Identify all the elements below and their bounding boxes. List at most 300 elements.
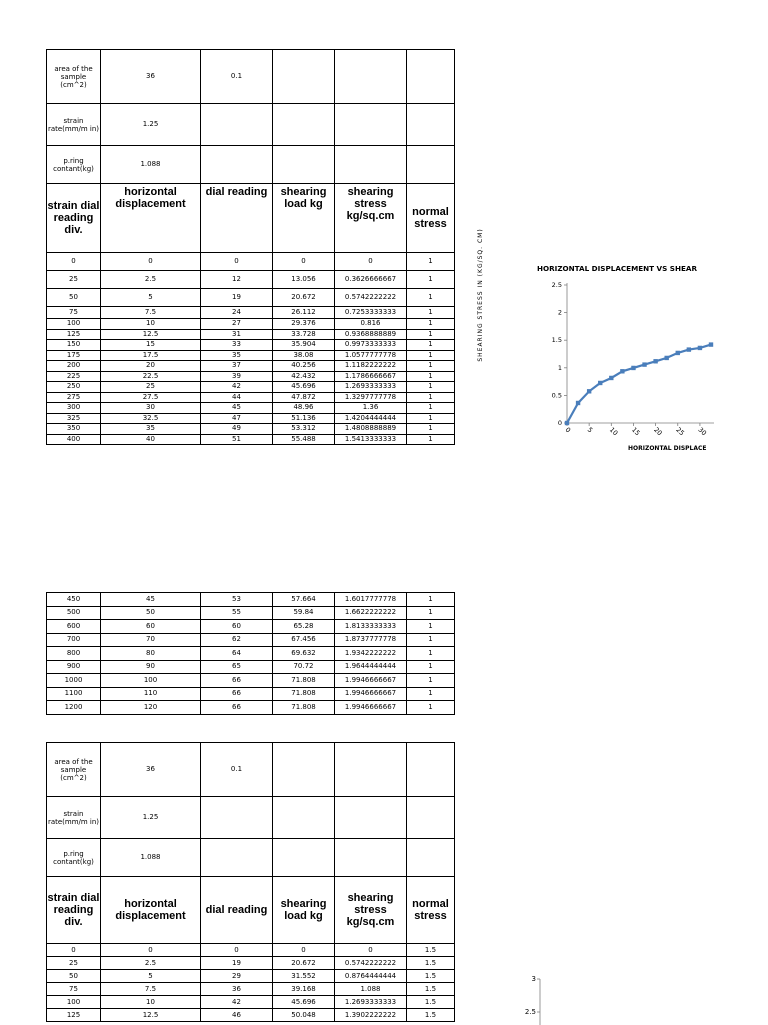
cell-shearing-stress: 0.816 (335, 319, 407, 330)
cell-strain-dial-reading: 700 (47, 633, 101, 647)
cell-dial-reading: 42 (201, 996, 273, 1009)
table-row (47, 970, 455, 983)
data-point (653, 359, 657, 363)
cell-horizontal-displacement: 0 (101, 253, 201, 271)
table-row (47, 647, 455, 661)
cell-horizontal-displacement: 90 (101, 660, 201, 674)
cell-dial-reading: 47 (201, 413, 273, 424)
parameter-label: p.ring contant(kg) (47, 839, 101, 877)
cell-normal-stress: 1 (407, 647, 455, 661)
table-row (47, 674, 455, 688)
table-row (47, 403, 455, 414)
data-point (598, 381, 602, 385)
table-row (47, 996, 455, 1009)
column-header-shearing-stress: shearing stress kg/sq.cm (335, 877, 407, 944)
column-header-normal-stress: normal stress (407, 877, 455, 944)
table-row (47, 701, 455, 715)
table-row (47, 660, 455, 674)
cell-horizontal-displacement: 25 (101, 382, 201, 393)
cell-strain-dial-reading: 100 (47, 996, 101, 1009)
cell-horizontal-displacement: 10 (101, 996, 201, 1009)
x-tick-label: 20 (652, 425, 664, 438)
cell-strain-dial-reading: 800 (47, 647, 101, 661)
parameter-extra (201, 839, 273, 877)
cell-normal-stress: 1 (407, 253, 455, 271)
cell-horizontal-displacement: 2.5 (101, 271, 201, 289)
table-row (47, 329, 455, 340)
cell-dial-reading: 29 (201, 970, 273, 983)
data-point (709, 342, 713, 346)
empty-cell (273, 104, 335, 146)
data-point (631, 366, 635, 370)
displacement-vs-shear-chart (470, 140, 725, 460)
cell-strain-dial-reading: 125 (47, 1009, 101, 1022)
table-row (47, 392, 455, 403)
parameter-label: area of the sample (cm^2) (47, 743, 101, 797)
cell-shearing-stress: 1.1786666667 (335, 371, 407, 382)
cell-dial-reading: 45 (201, 403, 273, 414)
empty-cell (407, 50, 455, 104)
cell-shearing-load: 45.696 (273, 382, 335, 393)
parameter-value: 36 (101, 743, 201, 797)
column-header-shearing-load: shearing load kg (273, 184, 335, 253)
cell-strain-dial-reading: 225 (47, 371, 101, 382)
cell-shearing-load: 71.808 (273, 701, 335, 715)
table-row (47, 434, 455, 445)
cell-horizontal-displacement: 60 (101, 620, 201, 634)
cell-normal-stress: 1.5 (407, 970, 455, 983)
cell-strain-dial-reading: 400 (47, 434, 101, 445)
parameter-row (47, 743, 455, 797)
cell-normal-stress: 1 (407, 361, 455, 372)
cell-horizontal-displacement: 5 (101, 970, 201, 983)
cell-horizontal-displacement: 20 (101, 361, 201, 372)
cell-shearing-load: 26.112 (273, 307, 335, 319)
shear-test-table-normal-stress-1-5 (46, 742, 455, 1022)
column-header-shearing-load: shearing load kg (273, 877, 335, 944)
cell-strain-dial-reading: 1000 (47, 674, 101, 688)
x-tick-label: 0 (563, 425, 573, 435)
cell-shearing-stress: 1.8737777778 (335, 633, 407, 647)
cell-shearing-load: 59.84 (273, 606, 335, 620)
cell-shearing-stress: 1.3297777778 (335, 392, 407, 403)
cell-shearing-load: 57.664 (273, 593, 335, 607)
cell-shearing-load: 0 (273, 253, 335, 271)
column-header-dial-reading: dial reading (201, 184, 273, 253)
x-tick-label: 15 (630, 425, 642, 438)
cell-strain-dial-reading: 0 (47, 944, 101, 957)
cell-strain-dial-reading: 250 (47, 382, 101, 393)
cell-strain-dial-reading: 1100 (47, 687, 101, 701)
empty-cell (335, 146, 407, 184)
cell-shearing-stress: 1.8133333333 (335, 620, 407, 634)
cell-normal-stress: 1 (407, 382, 455, 393)
table-row (47, 620, 455, 634)
cell-horizontal-displacement: 22.5 (101, 371, 201, 382)
empty-cell (335, 839, 407, 877)
column-header-dial-reading: dial reading (201, 877, 273, 944)
empty-cell (335, 797, 407, 839)
parameter-extra (201, 797, 273, 839)
table-row (47, 957, 455, 970)
chart-axes (525, 975, 540, 1025)
cell-dial-reading: 31 (201, 329, 273, 340)
cell-shearing-stress: 0.5742222222 (335, 957, 407, 970)
x-tick-label: 5 (585, 425, 595, 435)
cell-shearing-stress: 0.7253333333 (335, 307, 407, 319)
cell-strain-dial-reading: 150 (47, 340, 101, 351)
cell-shearing-stress: 0 (335, 944, 407, 957)
cell-shearing-load: 38.08 (273, 350, 335, 361)
table-row (47, 350, 455, 361)
cell-shearing-stress: 0 (335, 253, 407, 271)
cell-shearing-load: 67.456 (273, 633, 335, 647)
cell-normal-stress: 1 (407, 371, 455, 382)
cell-shearing-stress: 1.4808888889 (335, 424, 407, 435)
cell-normal-stress: 1 (407, 319, 455, 330)
cell-shearing-load: 13.056 (273, 271, 335, 289)
cell-shearing-stress: 0.9368888889 (335, 329, 407, 340)
column-header-horizontal-displacement: horizontal displacement (101, 877, 201, 944)
chart-axes (552, 281, 714, 437)
cell-dial-reading: 24 (201, 307, 273, 319)
cell-horizontal-displacement: 27.5 (101, 392, 201, 403)
cell-shearing-stress: 1.088 (335, 983, 407, 996)
cell-shearing-load: 35.904 (273, 340, 335, 351)
cell-normal-stress: 1.5 (407, 944, 455, 957)
cell-dial-reading: 39 (201, 371, 273, 382)
chart-title: HORIZONTAL DISPLACEMENT VS SHEAR (537, 264, 697, 273)
cell-strain-dial-reading: 450 (47, 593, 101, 607)
table-row (47, 1009, 455, 1022)
cell-dial-reading: 49 (201, 424, 273, 435)
cell-horizontal-displacement: 120 (101, 701, 201, 715)
parameter-value: 1.088 (101, 839, 201, 877)
x-tick-label: 10 (607, 425, 620, 438)
table-row (47, 944, 455, 957)
cell-shearing-stress: 1.6622222222 (335, 606, 407, 620)
cell-horizontal-displacement: 12.5 (101, 329, 201, 340)
second-chart-partial (515, 965, 595, 1025)
table-row (47, 319, 455, 330)
table-row (47, 253, 455, 271)
cell-shearing-stress: 1.9946666667 (335, 687, 407, 701)
cell-shearing-load: 42.432 (273, 371, 335, 382)
cell-horizontal-displacement: 32.5 (101, 413, 201, 424)
cell-horizontal-displacement: 40 (101, 434, 201, 445)
column-header-normal-stress: normal stress (407, 184, 455, 253)
cell-horizontal-displacement: 5 (101, 289, 201, 307)
y-tick-label: 0 (557, 419, 562, 427)
cell-horizontal-displacement: 12.5 (101, 1009, 201, 1022)
cell-normal-stress: 1 (407, 620, 455, 634)
cell-strain-dial-reading: 900 (47, 660, 101, 674)
parameter-label: strain rate(mm/m in) (47, 797, 101, 839)
cell-dial-reading: 65 (201, 660, 273, 674)
cell-shearing-load: 50.048 (273, 1009, 335, 1022)
table-row (47, 271, 455, 289)
cell-horizontal-displacement: 17.5 (101, 350, 201, 361)
cell-normal-stress: 1 (407, 424, 455, 435)
y-tick-label: 1.5 (551, 336, 562, 345)
cell-shearing-stress: 0.3626666667 (335, 271, 407, 289)
cell-normal-stress: 1 (407, 271, 455, 289)
table-row (47, 361, 455, 372)
cell-dial-reading: 66 (201, 687, 273, 701)
cell-horizontal-displacement: 50 (101, 606, 201, 620)
cell-shearing-stress: 1.9946666667 (335, 701, 407, 715)
y-axis-title: SHEARING STRESS IN (KG/SQ. CM) (477, 228, 484, 362)
cell-normal-stress: 1 (407, 350, 455, 361)
cell-dial-reading: 19 (201, 289, 273, 307)
empty-cell (407, 104, 455, 146)
cell-dial-reading: 66 (201, 674, 273, 688)
parameter-extra: 0.1 (201, 50, 273, 104)
parameter-row (47, 797, 455, 839)
cell-shearing-stress: 0.5742222222 (335, 289, 407, 307)
x-axis-title: HORIZONTAL DISPLACE (628, 445, 707, 452)
parameter-label: area of the sample (cm^2) (47, 50, 101, 104)
cell-shearing-load: 20.672 (273, 289, 335, 307)
shear-test-table-continuation (46, 592, 455, 715)
cell-shearing-load: 70.72 (273, 660, 335, 674)
cell-normal-stress: 1 (407, 593, 455, 607)
cell-strain-dial-reading: 275 (47, 392, 101, 403)
cell-normal-stress: 1 (407, 701, 455, 715)
cell-normal-stress: 1.5 (407, 1009, 455, 1022)
cell-strain-dial-reading: 100 (47, 319, 101, 330)
table-row (47, 687, 455, 701)
cell-horizontal-displacement: 110 (101, 687, 201, 701)
data-point (576, 401, 580, 405)
cell-shearing-load: 40.256 (273, 361, 335, 372)
cell-normal-stress: 1 (407, 606, 455, 620)
cell-dial-reading: 51 (201, 434, 273, 445)
table-row (47, 289, 455, 307)
cell-strain-dial-reading: 175 (47, 350, 101, 361)
cell-strain-dial-reading: 1200 (47, 701, 101, 715)
data-point (664, 356, 668, 360)
parameter-value: 1.088 (101, 146, 201, 184)
cell-shearing-load: 55.488 (273, 434, 335, 445)
cell-dial-reading: 44 (201, 392, 273, 403)
x-tick-label: 30 (696, 425, 709, 438)
cell-normal-stress: 1.5 (407, 983, 455, 996)
cell-shearing-load: 31.552 (273, 970, 335, 983)
cell-dial-reading: 62 (201, 633, 273, 647)
empty-cell (407, 146, 455, 184)
cell-shearing-stress: 1.9946666667 (335, 674, 407, 688)
table-row (47, 382, 455, 393)
empty-cell (335, 104, 407, 146)
cell-strain-dial-reading: 350 (47, 424, 101, 435)
cell-shearing-load: 48.96 (273, 403, 335, 414)
cell-horizontal-displacement: 15 (101, 340, 201, 351)
data-point (620, 369, 624, 373)
cell-normal-stress: 1.5 (407, 957, 455, 970)
y-tick-label: 2.5 (551, 281, 562, 289)
data-point (609, 376, 613, 380)
cell-shearing-load: 39.168 (273, 983, 335, 996)
cell-dial-reading: 35 (201, 350, 273, 361)
y-tick-label: 0.5 (551, 391, 562, 400)
cell-dial-reading: 46 (201, 1009, 273, 1022)
cell-horizontal-displacement: 7.5 (101, 983, 201, 996)
column-header-strain-dial-reading: strain dial reading div. (47, 184, 101, 253)
data-point (698, 346, 702, 350)
cell-shearing-load: 53.312 (273, 424, 335, 435)
table-row (47, 633, 455, 647)
table-row (47, 307, 455, 319)
parameter-value: 1.25 (101, 797, 201, 839)
cell-strain-dial-reading: 325 (47, 413, 101, 424)
table-row (47, 983, 455, 996)
parameter-label: strain rate(mm/m in) (47, 104, 101, 146)
cell-horizontal-displacement: 45 (101, 593, 201, 607)
cell-shearing-load: 45.696 (273, 996, 335, 1009)
empty-cell (407, 797, 455, 839)
cell-shearing-load: 20.672 (273, 957, 335, 970)
empty-cell (273, 146, 335, 184)
cell-dial-reading: 37 (201, 361, 273, 372)
table-row (47, 424, 455, 435)
chart-series (565, 342, 713, 425)
cell-strain-dial-reading: 200 (47, 361, 101, 372)
cell-dial-reading: 33 (201, 340, 273, 351)
cell-shearing-stress: 1.9644444444 (335, 660, 407, 674)
cell-normal-stress: 1 (407, 674, 455, 688)
cell-horizontal-displacement: 10 (101, 319, 201, 330)
header-row (47, 184, 455, 253)
cell-dial-reading: 19 (201, 957, 273, 970)
parameter-value: 36 (101, 50, 201, 104)
x-tick-label: 25 (674, 425, 686, 438)
cell-normal-stress: 1 (407, 687, 455, 701)
cell-shearing-load: 71.808 (273, 674, 335, 688)
shear-test-table-normal-stress-1 (46, 49, 455, 445)
empty-cell (335, 50, 407, 104)
parameter-row (47, 839, 455, 877)
cell-dial-reading: 66 (201, 701, 273, 715)
column-header-horizontal-displacement: horizontal displacement (101, 184, 201, 253)
data-point (676, 351, 680, 355)
cell-dial-reading: 0 (201, 944, 273, 957)
cell-horizontal-displacement: 70 (101, 633, 201, 647)
cell-dial-reading: 27 (201, 319, 273, 330)
cell-shearing-load: 69.632 (273, 647, 335, 661)
parameter-row (47, 146, 455, 184)
empty-cell (335, 743, 407, 797)
cell-dial-reading: 53 (201, 593, 273, 607)
empty-cell (407, 839, 455, 877)
cell-normal-stress: 1 (407, 403, 455, 414)
cell-dial-reading: 64 (201, 647, 273, 661)
cell-strain-dial-reading: 75 (47, 307, 101, 319)
parameter-extra (201, 146, 273, 184)
cell-normal-stress: 1.5 (407, 996, 455, 1009)
cell-normal-stress: 1 (407, 329, 455, 340)
cell-dial-reading: 12 (201, 271, 273, 289)
cell-shearing-stress: 0.9973333333 (335, 340, 407, 351)
cell-shearing-stress: 1.5413333333 (335, 434, 407, 445)
cell-shearing-stress: 1.0577777778 (335, 350, 407, 361)
parameter-extra: 0.1 (201, 743, 273, 797)
cell-dial-reading: 55 (201, 606, 273, 620)
column-header-strain-dial-reading: strain dial reading div. (47, 877, 101, 944)
cell-shearing-load: 71.808 (273, 687, 335, 701)
cell-shearing-load: 47.872 (273, 392, 335, 403)
cell-horizontal-displacement: 35 (101, 424, 201, 435)
cell-strain-dial-reading: 50 (47, 289, 101, 307)
cell-shearing-load: 51.136 (273, 413, 335, 424)
data-point (565, 421, 569, 425)
cell-horizontal-displacement: 7.5 (101, 307, 201, 319)
parameter-label: p.ring contant(kg) (47, 146, 101, 184)
cell-shearing-stress: 1.1182222222 (335, 361, 407, 372)
cell-strain-dial-reading: 25 (47, 271, 101, 289)
cell-shearing-stress: 0.8764444444 (335, 970, 407, 983)
cell-normal-stress: 1 (407, 340, 455, 351)
y-tick-label: 1 (557, 363, 562, 372)
data-point (642, 362, 646, 366)
cell-shearing-load: 33.728 (273, 329, 335, 340)
cell-horizontal-displacement: 30 (101, 403, 201, 414)
cell-strain-dial-reading: 50 (47, 970, 101, 983)
cell-strain-dial-reading: 75 (47, 983, 101, 996)
cell-normal-stress: 1 (407, 307, 455, 319)
y-tick-label: 3 (531, 975, 536, 983)
cell-shearing-load: 0 (273, 944, 335, 957)
cell-normal-stress: 1 (407, 413, 455, 424)
empty-cell (273, 743, 335, 797)
header-row (47, 877, 455, 944)
cell-normal-stress: 1 (407, 633, 455, 647)
cell-shearing-stress: 1.4204444444 (335, 413, 407, 424)
cell-strain-dial-reading: 25 (47, 957, 101, 970)
cell-dial-reading: 0 (201, 253, 273, 271)
cell-normal-stress: 1 (407, 392, 455, 403)
column-header-shearing-stress: shearing stress kg/sq.cm (335, 184, 407, 253)
cell-dial-reading: 60 (201, 620, 273, 634)
cell-strain-dial-reading: 500 (47, 606, 101, 620)
y-tick-label: 2.5 (524, 1008, 536, 1016)
empty-cell (273, 839, 335, 877)
data-point (687, 347, 691, 351)
empty-cell (407, 743, 455, 797)
table-row (47, 340, 455, 351)
cell-horizontal-displacement: 0 (101, 944, 201, 957)
cell-dial-reading: 42 (201, 382, 273, 393)
table-row (47, 371, 455, 382)
cell-shearing-stress: 1.3902222222 (335, 1009, 407, 1022)
cell-horizontal-displacement: 2.5 (101, 957, 201, 970)
y-tick-label: 2 (557, 308, 562, 317)
empty-cell (273, 50, 335, 104)
cell-normal-stress: 1 (407, 289, 455, 307)
data-point (587, 389, 591, 393)
parameter-row (47, 104, 455, 146)
cell-strain-dial-reading: 300 (47, 403, 101, 414)
cell-horizontal-displacement: 100 (101, 674, 201, 688)
cell-strain-dial-reading: 600 (47, 620, 101, 634)
cell-shearing-stress: 1.6017777778 (335, 593, 407, 607)
series-line (567, 345, 711, 423)
cell-shearing-stress: 1.36 (335, 403, 407, 414)
cell-horizontal-displacement: 80 (101, 647, 201, 661)
cell-shearing-load: 65.28 (273, 620, 335, 634)
table-row (47, 413, 455, 424)
table-row (47, 593, 455, 607)
